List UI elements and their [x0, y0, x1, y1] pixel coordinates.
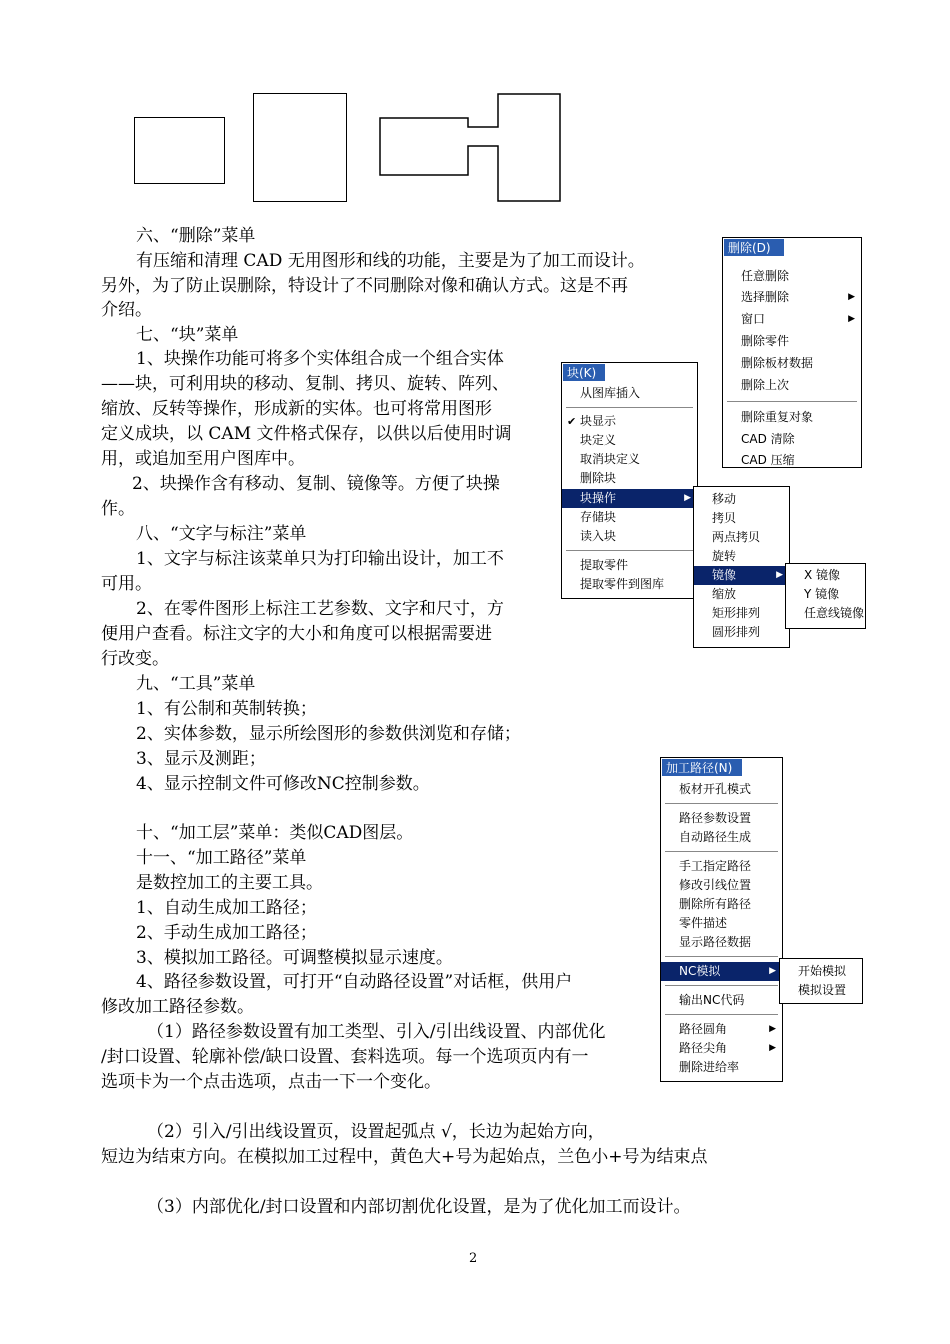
menu-item-mirror[interactable]: 镜像 ▶ — [694, 566, 789, 585]
check-icon: ✔ — [567, 415, 577, 428]
menu-item-load-block[interactable]: 读入块 — [580, 529, 617, 543]
menu-item-path-round-corner[interactable]: 路径圆角 ▶ — [661, 1020, 782, 1039]
submenu-arrow-icon: ▶ — [776, 570, 783, 580]
paragraph-line: ——块，可利用块的移动、复制、拷贝、旋转、阵列、 — [101, 374, 509, 394]
paragraph-line: 定义成块，以 CAM 文件格式保存，以供以后使用时调 — [101, 424, 512, 444]
menu-item-block-operations[interactable]: 块操作 ▶ — [562, 489, 697, 508]
submenu-arrow-icon: ▶ — [769, 966, 776, 976]
menu-item-y-mirror[interactable]: Y 镜像 — [804, 587, 840, 601]
page-number: 2 — [469, 1251, 478, 1266]
heading-path-menu: 十一、“加工路径”菜单 — [136, 848, 307, 868]
delete-menu — [722, 237, 862, 468]
heading-layer-menu: 十、“加工层”菜单：类似CAD图层。 — [136, 823, 414, 843]
menu-item-nc-simulation[interactable]: NC模拟 ▶ — [661, 962, 782, 981]
paragraph-line: 2、在零件图形上标注工艺参数、文字和尺寸，方 — [136, 599, 504, 619]
paragraph-line: 另外，为了防止误删除，特设计了不同删除对像和确认方式。这是不再 — [101, 276, 628, 296]
heading-text-annotation-menu: 八、“文字与标注”菜单 — [136, 524, 307, 544]
menu-item-insert-from-library[interactable]: 从图库插入 — [580, 386, 641, 400]
menu-item-circular-array[interactable]: 圆形排列 — [712, 625, 761, 639]
menu-item-save-block[interactable]: 存储块 — [580, 510, 617, 524]
paragraph-line: （2）引入/引出线设置页，设置起弧点 √，长边为起始方向， — [147, 1122, 605, 1142]
menu-item-block-define[interactable]: 块定义 — [580, 433, 617, 447]
paragraph-line: 选项卡为一个点击选项，点击一下一个变化。 — [101, 1072, 441, 1092]
submenu-arrow-icon: ▶ — [684, 493, 691, 503]
menu-item-extract-part-to-library[interactable]: 提取零件到图库 — [580, 577, 665, 591]
paragraph-line: 2、块操作含有移动、复制、镜像等。方便了块操 — [132, 474, 500, 494]
menu-item-rotate[interactable]: 旋转 — [712, 549, 737, 563]
menu-item-x-mirror[interactable]: X 镜像 — [804, 568, 841, 582]
machining-path-menu — [660, 757, 783, 1082]
menu-item-block-display[interactable]: ✔ 块显示 — [562, 412, 697, 431]
menu-item-path-params[interactable]: 路径参数设置 — [679, 811, 752, 825]
paragraph-line: 缩放、反转等操作，形成新的实体。也可将常用图形 — [101, 399, 492, 419]
menu-item-manual-path[interactable]: 手工指定路径 — [679, 859, 752, 873]
menu-item-sheet-hole-mode[interactable]: 板材开孔模式 — [679, 782, 752, 796]
menu-separator — [727, 401, 857, 402]
menu-separator — [566, 407, 693, 408]
paragraph-line: 可用。 — [101, 574, 152, 594]
menu-item-path-sharp-corner[interactable]: 路径尖角 ▶ — [661, 1039, 782, 1058]
menu-item-simulation-settings[interactable]: 模拟设置 — [798, 983, 847, 997]
submenu-arrow-icon: ▶ — [848, 314, 855, 324]
paragraph-line: 修改加工路径参数。 — [101, 997, 254, 1017]
paragraph-line: 2、手动生成加工路径； — [136, 923, 317, 943]
menu-item-delete-last[interactable]: 删除上次 — [741, 378, 790, 392]
menu-item-select-delete[interactable]: 选择删除 ▶ — [723, 288, 861, 307]
menu-separator — [665, 985, 778, 986]
heading-block-menu: 七、“块”菜单 — [136, 325, 239, 345]
menu-item-rect-array[interactable]: 矩形排列 — [712, 606, 761, 620]
paragraph-line: （3）内部优化/封口设置和内部切割优化设置，是为了优化加工而设计。 — [147, 1197, 691, 1217]
path-menu-title[interactable]: 加工路径(N) — [661, 758, 743, 777]
paragraph-line: 介绍。 — [101, 300, 152, 320]
paragraph-line: 用，或追加至用户图库中。 — [101, 449, 305, 469]
menu-item-cad-clear[interactable]: CAD 清除 — [741, 432, 795, 446]
menu-item-delete-sheet-data[interactable]: 删除板材数据 — [741, 356, 814, 370]
menu-item-any-line-mirror[interactable]: 任意线镜像 — [804, 606, 865, 620]
paragraph-line: 4、显示控制文件可修改NC控制参数。 — [136, 774, 430, 794]
paragraph-line: 1、自动生成加工路径； — [136, 898, 317, 918]
block-menu-title[interactable]: 块(K) — [562, 363, 606, 382]
paragraph-line: 作。 — [101, 499, 135, 519]
paragraph-line: 1、有公制和英制转换； — [136, 699, 317, 719]
menu-item-delete-feed-rate[interactable]: 删除进给率 — [679, 1060, 740, 1074]
menu-separator — [665, 1014, 778, 1015]
delete-menu-title[interactable]: 删除(D) — [723, 238, 785, 257]
paragraph-line: 短边为结束方向。在模拟加工过程中，黄色大+号为起始点，兰色小+号为结束点 — [101, 1147, 708, 1167]
menu-item-output-nc-code[interactable]: 输出NC代码 — [679, 993, 745, 1007]
paragraph-line: 3、显示及测距； — [136, 749, 266, 769]
paragraph-line: 4、路径参数设置，可打开“自动路径设置”对话框，供用户 — [136, 972, 573, 992]
menu-separator — [665, 803, 778, 804]
paragraph-line: 是数控加工的主要工具。 — [136, 873, 323, 893]
menu-item-delete-part[interactable]: 删除零件 — [741, 334, 790, 348]
menu-item-delete-block[interactable]: 删除块 — [580, 471, 617, 485]
menu-item-cad-compress[interactable]: CAD 压缩 — [741, 453, 795, 466]
paragraph-line: 2、实体参数，显示所绘图形的参数供浏览和存储； — [136, 724, 521, 744]
nc-simulation-submenu — [779, 958, 863, 1004]
menu-item-scale[interactable]: 缩放 — [712, 587, 737, 601]
menu-item-copy[interactable]: 拷贝 — [712, 511, 737, 525]
paragraph-line: （1）路径参数设置有加工类型、引入/引出线设置、内部优化 — [147, 1022, 606, 1042]
menu-separator — [665, 956, 778, 957]
menu-item-two-point-copy[interactable]: 两点拷贝 — [712, 530, 761, 544]
submenu-arrow-icon: ▶ — [769, 1024, 776, 1034]
menu-item-edit-lead-position[interactable]: 修改引线位置 — [679, 878, 752, 892]
paragraph-line: 1、文字与标注该菜单只为打印输出设计，加工不 — [136, 549, 504, 569]
block-operations-submenu — [693, 486, 790, 648]
menu-item-delete-duplicates[interactable]: 删除重复对象 — [741, 410, 814, 424]
paragraph-line: 行改变。 — [101, 649, 169, 669]
mirror-submenu — [785, 563, 866, 629]
submenu-arrow-icon: ▶ — [769, 1043, 776, 1053]
paragraph-line: 便用户查看。标注文字的大小和角度可以根据需要进 — [101, 624, 492, 644]
menu-separator — [665, 851, 778, 852]
paragraph-line: 1、块操作功能可将多个实体组合成一个组合实体 — [136, 349, 504, 369]
notched-shape — [378, 92, 563, 204]
menu-item-window[interactable]: 窗口 ▶ — [723, 310, 861, 329]
block-menu — [561, 362, 698, 599]
menu-item-start-simulation[interactable]: 开始模拟 — [798, 964, 847, 978]
paragraph-line: /封口设置、轮廓补偿/缺口设置、套料选项。每一个选项页内有一 — [101, 1047, 589, 1067]
menu-item-move[interactable]: 移动 — [712, 492, 737, 506]
square-shape — [134, 117, 225, 184]
menu-item-auto-path[interactable]: 自动路径生成 — [679, 830, 752, 844]
menu-separator — [566, 550, 693, 551]
menu-item-show-path-data[interactable]: 显示路径数据 — [679, 935, 752, 949]
menu-item-extract-part[interactable]: 提取零件 — [580, 558, 629, 572]
menu-item-undefine-block[interactable]: 取消块定义 — [580, 452, 641, 466]
menu-item-delete-any[interactable]: 任意删除 — [741, 269, 790, 283]
rectangle-shape — [253, 93, 347, 202]
paragraph-line: 3、模拟加工路径。可调整模拟显示速度。 — [136, 948, 453, 968]
heading-tools-menu: 九、“工具”菜单 — [136, 674, 256, 694]
heading-delete-menu: 六、“删除”菜单 — [136, 226, 256, 246]
menu-item-delete-all-paths[interactable]: 删除所有路径 — [679, 897, 752, 911]
submenu-arrow-icon: ▶ — [848, 292, 855, 302]
paragraph-line: 有压缩和清理 CAD 无用图形和线的功能，主要是为了加工而设计。 — [136, 251, 645, 271]
menu-item-part-description[interactable]: 零件描述 — [679, 916, 728, 930]
